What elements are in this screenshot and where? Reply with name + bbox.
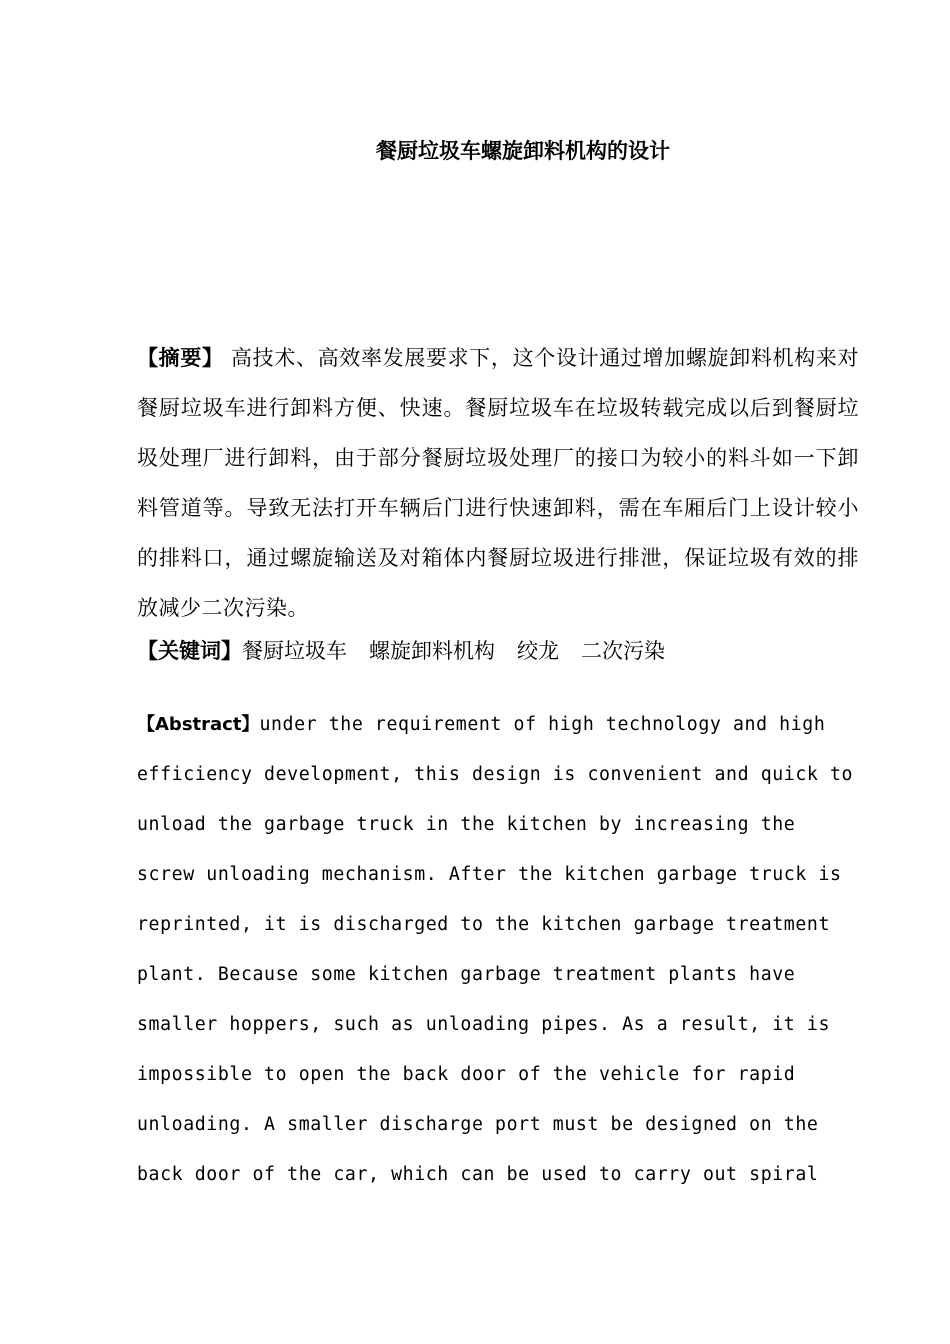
english-abstract-text: under the requirement of high technology and high efficiency development, this design is convenient and quick to unload the garbage truck in the kitchen by increasing the screw unloading mechanism. After the kitchen garbage truck is reprinted, it is discharged to the kitchen garbage treatment plant. Because some kitchen garbage treatment plants have smaller hoppers, such as unloading pipes. As a result, it is impossible to open the back door of the vehicle for rapid unloading. A smaller discharge port must be designed on the back door of the car, which can be used to carry out spiral — [137, 714, 854, 1185]
keywords-label: 【关键词】 — [137, 639, 242, 663]
chinese-abstract — [137, 333, 859, 633]
keyword-item: 二次污染 — [581, 639, 665, 663]
english-abstract-label: 【Abstract】 — [137, 714, 260, 735]
keyword-item: 螺旋卸料机构 — [369, 639, 495, 663]
keyword-item: 餐厨垃圾车 — [242, 639, 347, 663]
keywords-line — [137, 631, 859, 671]
english-abstract — [137, 700, 859, 1200]
keyword-item: 绞龙 — [517, 639, 559, 663]
chinese-abstract-text: 高技术、高效率发展要求下，这个设计通过增加螺旋卸料机构来对餐厨垃圾车进行卸料方便、快速。餐厨垃圾车在垃圾转载完成以后到餐厨垃圾处理厂进行卸料，由于部分餐厨垃圾处理厂的接口为较小的料斗如一下卸料管道等。导致无法打开车辆后门进行快速卸料，需在车厢后门上设计较小的排料口，通过螺旋输送及对箱体内餐厨垃圾进行排泄，保证垃圾有效的排放减少二次污染。 — [137, 346, 859, 620]
chinese-abstract-label: 【摘要】 — [137, 346, 224, 370]
document-title: 餐厨垃圾车螺旋卸料机构的设计 — [376, 139, 670, 163]
